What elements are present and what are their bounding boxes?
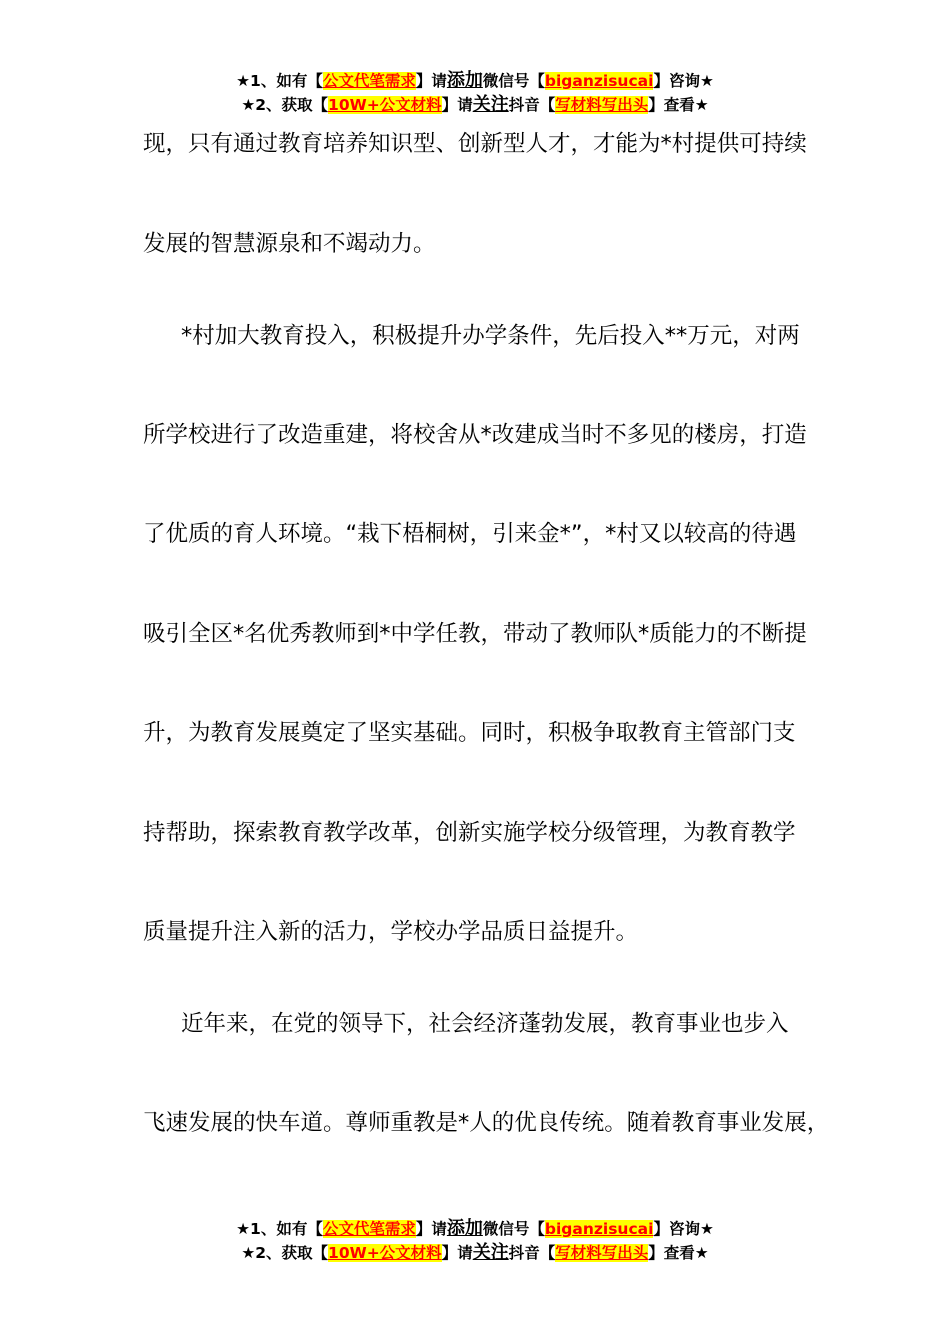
banner-text: ★2、获取【 — [241, 96, 329, 114]
banner-text: 】查看★ — [648, 1244, 709, 1262]
footer-banner-line-1 — [0, 1217, 950, 1241]
banner-text: 抖音【 — [508, 96, 556, 114]
banner-text: ★2、获取【 — [241, 1244, 329, 1262]
highlight-materials: 10W+公文材料 — [328, 1244, 442, 1262]
banner-text: 】咨询★ — [653, 72, 714, 90]
header-banner-line-2 — [0, 93, 950, 117]
emphasis-add: 添加 — [446, 70, 483, 91]
highlight-douyin-account: 写材料写出头 — [555, 96, 649, 114]
body-line: 持帮助，探索教育教学改革，创新实施学校分级管理，为教育教学 — [143, 820, 796, 846]
header-banner — [0, 69, 950, 117]
emphasis-follow: 关注 — [472, 94, 509, 115]
banner-text: 】请 — [441, 1244, 473, 1262]
footer-banner — [0, 1217, 950, 1265]
emphasis-follow: 关注 — [472, 1242, 509, 1263]
banner-text: 】请 — [415, 72, 447, 90]
body-line: 升，为教育发展奠定了坚实基础。同时，积极争取教育主管部门支 — [143, 720, 796, 746]
banner-text: 】查看★ — [648, 96, 709, 114]
banner-text: 】请 — [441, 96, 473, 114]
banner-text: 】咨询★ — [653, 1220, 714, 1238]
body-line: 发展的智慧源泉和不竭动力。 — [143, 231, 436, 257]
body-line: 现，只有通过教育培养知识型、创新型人才，才能为*村提供可持续 — [143, 131, 807, 157]
emphasis-add: 添加 — [446, 1218, 483, 1239]
body-line: 了优质的育人环境。“栽下梧桐树，引来金*”，*村又以较高的待遇 — [143, 521, 797, 547]
body-line: 质量提升注入新的活力，学校办学品质日益提升。 — [143, 919, 639, 945]
highlight-wechat-id: biganzisucai — [544, 72, 654, 90]
highlight-service: 公文代笔需求 — [322, 1220, 416, 1238]
banner-text: 抖音【 — [508, 1244, 556, 1262]
footer-banner-line-2 — [0, 1241, 950, 1265]
body-line: 吸引全区*名优秀教师到*中学任教，带动了教师队*质能力的不断提 — [143, 621, 807, 647]
banner-text: 微信号【 — [482, 72, 545, 90]
body-line: 飞速发展的快车道。尊师重教是*人的优良传统。随着教育事业发展， — [143, 1110, 830, 1136]
highlight-materials: 10W+公文材料 — [328, 96, 442, 114]
header-banner-line-1 — [0, 69, 950, 93]
body-line: 所学校进行了改造重建，将校舍从*改建成当时不多见的楼房，打造 — [143, 422, 807, 448]
banner-text: ★1、如有【 — [236, 72, 323, 90]
body-line: 近年来，在党的领导下，社会经济蓬勃发展，教育事业也步入 — [181, 1011, 789, 1037]
banner-text: ★1、如有【 — [236, 1220, 323, 1238]
banner-text: 】请 — [415, 1220, 447, 1238]
body-line: *村加大教育投入，积极提升办学条件，先后投入**万元，对两 — [181, 323, 800, 349]
banner-text: 微信号【 — [482, 1220, 545, 1238]
highlight-service: 公文代笔需求 — [322, 72, 416, 90]
highlight-wechat-id: biganzisucai — [544, 1220, 654, 1238]
highlight-douyin-account: 写材料写出头 — [555, 1244, 649, 1262]
